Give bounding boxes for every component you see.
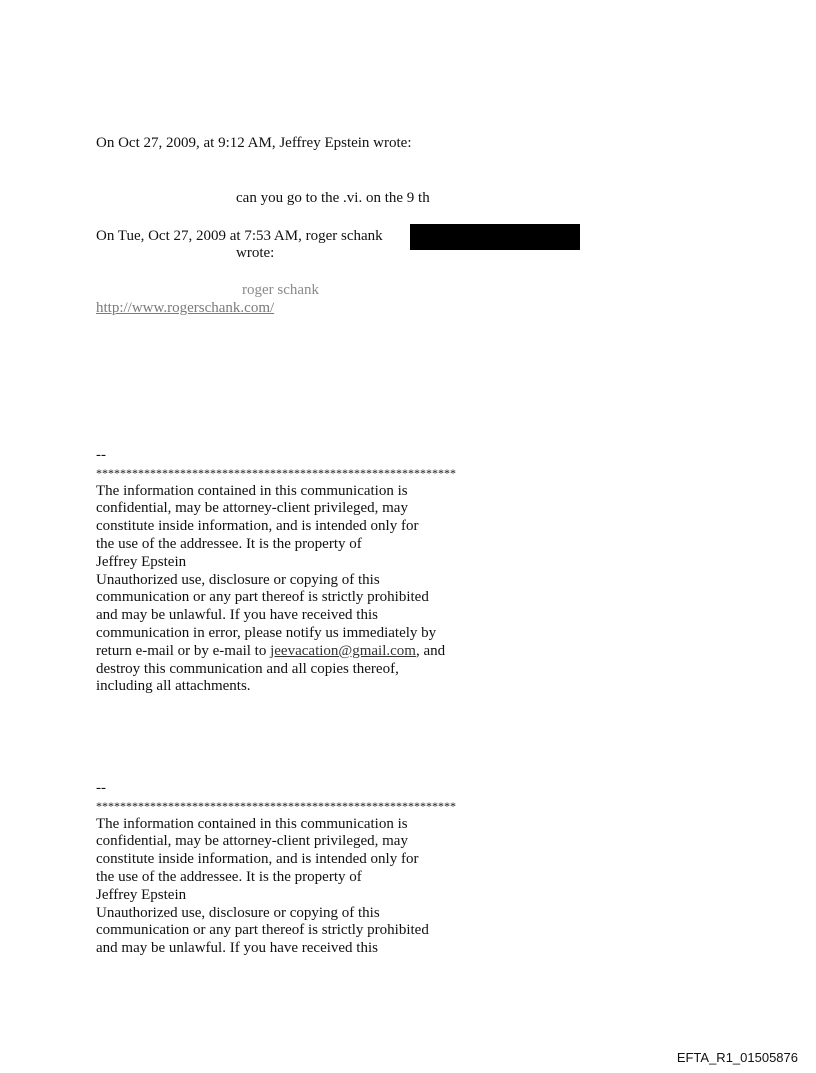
disclaimer-block-1 [96, 447, 456, 696]
document-id: EFTA_R1_01505876 [676, 1050, 798, 1065]
disclaimer-block-2 [96, 780, 456, 958]
disclaimer-line: confidential, may be attorney-client privileged, may [96, 833, 408, 850]
disclaimer-dash: -- [96, 780, 106, 796]
disclaimer-line: confidential, may be attorney-client privileged, may [96, 500, 408, 517]
disclaimer-email-line [96, 643, 456, 661]
disclaimer-line: Jeffrey Epstein [96, 886, 187, 903]
disclaimer-line: the use of the addressee. It is the property of [96, 535, 362, 552]
disclaimer-line: The information contained in this communication is [96, 815, 408, 832]
epstein-message: can you go to the .vi. on the 9 th [236, 190, 430, 206]
disclaimer-line: communication or any part thereof is strictly prohibited [96, 589, 429, 606]
disclaimer-line: constitute inside information, and is intended only for [96, 851, 419, 868]
quote-header: On Oct 27, 2009, at 9:12 AM, Jeffrey Epstein wrote: [96, 135, 412, 151]
redaction-box [410, 224, 580, 250]
reply-header: On Tue, Oct 27, 2009 at 7:53 AM, roger schank [96, 228, 383, 244]
signature-name: roger schank [242, 282, 320, 298]
email-suffix: , and [415, 642, 446, 659]
disclaimer-dash: -- [96, 447, 106, 463]
disclaimer-stars: ************************************************************ [96, 798, 456, 813]
disclaimer-stars: ************************************************************ [96, 465, 456, 480]
disclaimer-line: destroy this communication and all copies thereof, [96, 660, 399, 677]
disclaimer-line: and may be unlawful. If you have received this [96, 940, 378, 957]
disclaimer-line: communication or any part thereof is strictly prohibited [96, 922, 429, 939]
signature-url-link[interactable]: http://www.rogerschank.com/ [96, 300, 275, 316]
email-prefix: return e-mail or by e-mail to [96, 642, 271, 659]
reply-header-wrote: wrote: [236, 245, 275, 261]
disclaimer-line: including all attachments. [96, 678, 251, 695]
disclaimer-line: The information contained in this communication is [96, 482, 408, 499]
disclaimer-line: communication in error, please notify us immediately by [96, 624, 437, 641]
disclaimer-line: Unauthorized use, disclosure or copying of this [96, 904, 380, 921]
disclaimer-line: Unauthorized use, disclosure or copying of this [96, 571, 380, 588]
disclaimer-line: and may be unlawful. If you have received this [96, 607, 378, 624]
email-link[interactable]: jeevacation@gmail.com [270, 642, 416, 659]
disclaimer-line: the use of the addressee. It is the property of [96, 868, 362, 885]
disclaimer-line: constitute inside information, and is intended only for [96, 518, 419, 535]
disclaimer-line: Jeffrey Epstein [96, 553, 187, 570]
